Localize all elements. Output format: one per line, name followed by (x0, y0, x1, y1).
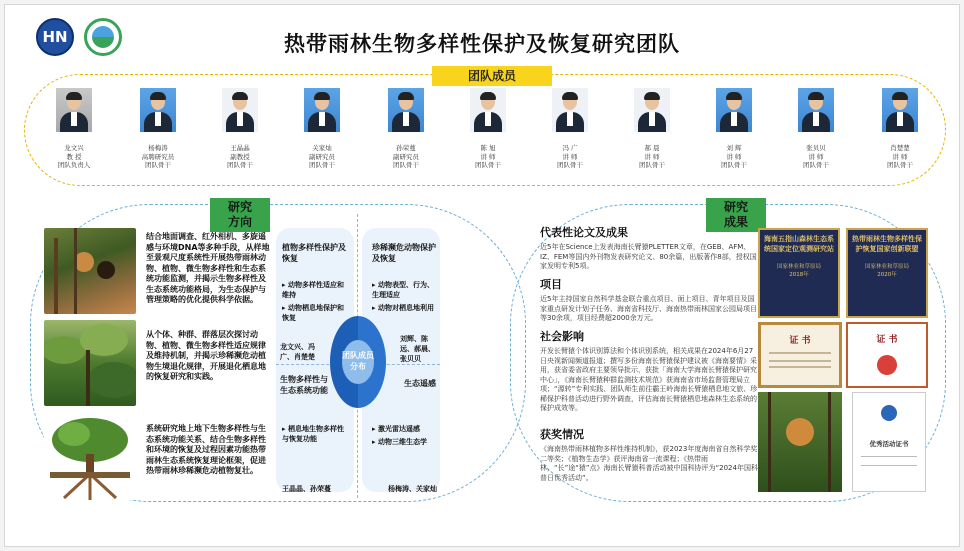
member-name: 冯 广 (562, 144, 578, 152)
member-photo (140, 88, 176, 132)
member-title: 教 授 (66, 152, 82, 161)
member-photo (304, 88, 340, 132)
quadrant-tr-points (372, 280, 434, 313)
quadrant-tl-title: 植物多样性保护及恢复 (282, 243, 346, 263)
certificate-1: 证 书 (758, 322, 842, 388)
member-title: 高聘研究员 (141, 152, 175, 161)
member-photo (222, 88, 258, 132)
quadrant-bl-point: ▸ 栖息地生物多样性与恢复功能 (282, 425, 344, 443)
quadrant-tr-point-2: ▸ 动物对栖息地利用 (372, 304, 434, 312)
member-photo (388, 88, 424, 132)
member-title: 讲 师 (644, 152, 660, 161)
research-item-2: 从个体、种群、群落层次探讨动物、植物、微生物多样性适应规律及维持机制，并揭示珍稀濒危动植物生境退化规律，开展退化栖息地的恢复研究和实践。 (146, 330, 266, 381)
section-text: 近5年主持国家自然科学基金联合重点项目、面上项目、青年项目及国家重点研发计划子任务、海南省科技厅、海南热带雨林国家公园局项目等30余项，项目经费超2000余万元。 (540, 295, 757, 322)
member-name: 郝 晨 (644, 144, 660, 152)
forest-photo (44, 320, 136, 406)
member-role: 团队负责人 (57, 161, 91, 169)
achievement-section-projects (540, 276, 758, 324)
quadrant-br-point-1: ▸ 激光雷达遥感 (372, 425, 420, 433)
member-title: 讲 师 (726, 152, 742, 161)
quadrant-br-points (372, 424, 438, 447)
team-member (458, 88, 518, 170)
section-heading: 获奖情况 (540, 428, 584, 441)
member-role: 团队骨干 (145, 161, 171, 169)
member-title: 副研究员 (309, 152, 335, 161)
gibbon-book-photo (758, 392, 842, 492)
team-member (376, 88, 436, 170)
team-member (292, 88, 352, 170)
quadrant-ml-point: 生物多样性与生态系统功能 (280, 375, 328, 395)
member-photo (470, 88, 506, 132)
member-photo (798, 88, 834, 132)
member-title: 副研究员 (393, 152, 419, 161)
team-member (210, 88, 270, 170)
section-heading: 项目 (540, 278, 562, 291)
member-role: 团队骨干 (309, 161, 335, 169)
member-role: 团队骨干 (803, 161, 829, 169)
tree-roots-illustration (44, 414, 136, 500)
plaque-research-station: 海南五指山森林生态系统国家定位观测研究站 国家林业和草原局 2018年 (758, 228, 840, 318)
member-photo (716, 88, 752, 132)
quadrant-tr-title: 珍稀濒危动物保护及恢复 (372, 243, 436, 263)
achievement-section-papers (540, 224, 758, 272)
certificate-2: 证 书 (846, 322, 928, 388)
member-name: 龙文兴 (64, 144, 84, 152)
member-role: 团队骨干 (475, 161, 501, 169)
section-text: 《海南热带雨林植物多样性维持机制》，获2023年度海南省自然科学奖二等奖；《植物生态学》获评海南省一流课程；《热带雨林，“长”途“猿”点》海南长臂猿科普活动被中国科协评为“2024年国科普日优秀活动”。 (540, 445, 758, 482)
member-name: 陈 旭 (480, 144, 496, 152)
quadrant-bl-people: 王晶晶、孙荣蔓 (282, 485, 331, 493)
plaque-innovation-alliance: 热带雨林生物多样性保护恢复国家创新联盟 国家林业和草原局 2020年 (846, 228, 928, 318)
page-title: 热带雨林生物多样性保护及恢复研究团队 (284, 32, 680, 56)
center-circle-label: 团队成员分布 (342, 351, 374, 371)
member-title: 副教授 (230, 152, 250, 161)
member-name: 孙荣蔓 (396, 144, 416, 152)
member-role: 团队骨干 (227, 161, 253, 169)
quadrant-tl-point-2: ▸ 动物栖息地保护和恢复 (282, 304, 344, 322)
team-members-tag: 团队成员 (432, 66, 552, 86)
quadrant-mr-title: 生态遥感 (404, 379, 436, 388)
gibbon-photo (44, 228, 136, 314)
achievements-tag: 研究成果 (706, 198, 766, 232)
member-role: 团队骨干 (393, 161, 419, 169)
team-member (128, 88, 188, 170)
quadrant-tr-point-1: ▸ 动物表型、行为、生理适应 (372, 281, 434, 299)
member-title: 讲 师 (808, 152, 824, 161)
member-name: 张贝贝 (806, 144, 826, 152)
member-photo (552, 88, 588, 132)
member-photo (882, 88, 918, 132)
quadrant-br-people: 杨梅涛、关家灿 (388, 485, 437, 493)
member-photo (634, 88, 670, 132)
team-member (870, 88, 930, 170)
quadrant-tr-people: 刘辉、陈远、郝晨、张贝贝 (400, 335, 435, 363)
team-member (540, 88, 600, 170)
university-logo: HN (36, 18, 74, 56)
section-heading: 社会影响 (540, 330, 584, 343)
section-text: 近5年在Science上发表海南长臂猿PLETTER文章，在GEB、AFM、IZ、FEM等国内外刊物发表研究论文、80余篇，出版著作8部，授权国家发明专利5项。 (540, 243, 757, 270)
research-item-1: 结合地面调查、红外相机、多旋遥感与环境DNA等多种手段，从样地至景观尺度系统性开展热带雨林动物、植物、微生物多样性和生态系统功能监测，并揭示生物多样性及生态系统功能格局，为生态保护与管理策略的优化提供科学依据。 (146, 232, 270, 304)
member-name: 杨梅涛 (148, 144, 168, 152)
team-member (622, 88, 682, 170)
team-member (704, 88, 764, 170)
member-name: 关家灿 (312, 144, 332, 152)
team-member (786, 88, 846, 170)
member-title: 讲 师 (892, 152, 908, 161)
team-member (44, 88, 104, 170)
member-title: 讲 师 (562, 152, 578, 161)
member-role: 团队骨干 (721, 161, 747, 169)
quadrant-br-point-2: ▸ 动物三维生态学 (372, 438, 427, 446)
member-role: 团队骨干 (557, 161, 583, 169)
section-heading: 代表性论文及成果 (540, 226, 628, 239)
research-direction-tag: 研究方向 (210, 198, 270, 232)
achievement-section-awards (540, 426, 758, 483)
member-name: 肖楚楚 (890, 144, 910, 152)
achievement-section-impact (540, 328, 758, 414)
quadrant-ml-people: 龙文兴、冯广、肖楚楚 (280, 343, 315, 361)
member-role: 团队骨干 (887, 161, 913, 169)
member-role: 团队骨干 (639, 161, 665, 169)
research-item-3: 系统研究地上地下生物多样性与生态系统功能关系、结合生物多样性和环境的恢复及过程因素功能热带雨林生态系统恢复理论框架，促进热带雨林珍稀濒危动植物复壮。 (146, 424, 266, 475)
member-photo (56, 88, 92, 132)
member-name: 刘 辉 (726, 144, 742, 152)
section-text: 开发长臂猿个体识别算法和个体识别系统，相关成果在2024年6月27日央视新闻频道报道；撰写多份海南长臂猿保护建议被《海南要情》采用，获省委省政府主要领导批示，获批「海南大学海南长臂猿保护研究中心」，《海南长臂猿种群监测技术规范》获海南省市场监督管理局立项；“源转”专利实践、团队师生前往霸王岭海南长臂猿栖息地文旅、珍稀保护科普活动进行野外调查，评估海南长臂猿栖息地森林生态系统的保护成效等。 (540, 347, 758, 412)
quadrant-tl-point-1: ▸ 动物多样性适应和维持 (282, 281, 344, 299)
certificate-excellent-activity: 优秀活动证书 (852, 392, 926, 492)
member-title: 讲 师 (480, 152, 496, 161)
member-name: 王晶晶 (230, 144, 250, 152)
